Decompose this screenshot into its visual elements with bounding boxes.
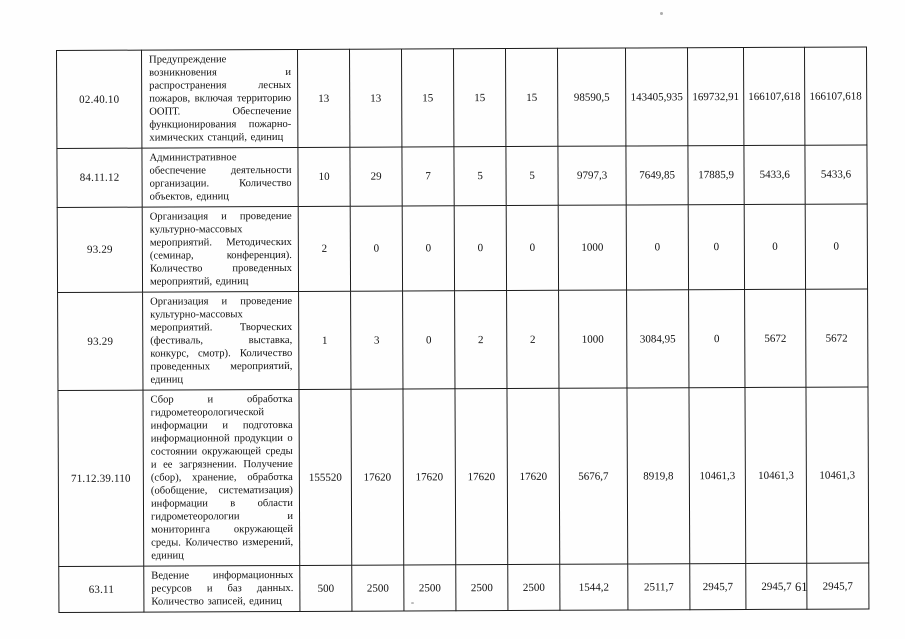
value-cell: 166107,618 <box>805 47 867 145</box>
value-cell: 2500 <box>404 565 456 611</box>
okved-code: 02.40.10 <box>57 50 142 148</box>
value-cell: 5 <box>454 147 506 206</box>
value-cell: 10461,3 <box>806 387 868 563</box>
scan-artifact <box>411 602 414 604</box>
value-cell: 2 <box>507 290 559 388</box>
value-cell: 15 <box>505 48 557 146</box>
value-cell: 13 <box>297 49 349 147</box>
value-cell: 10461,3 <box>689 387 746 563</box>
value-cell: 169732,91 <box>687 48 743 146</box>
value-cell: 29 <box>350 147 402 206</box>
service-description: Ведение информационных ресурсов и баз данных. Количество записей, единиц <box>144 565 300 612</box>
service-description: Сбор и обработка гидрометеорологической информации и подготовка информационной продукции о состоянии окружающей среды и ее загрязнении. Получение (сбор), хранение, обработка (обобщение, систематизация) информации в области гидрометеорологии и мониторинга окружающей среды. Количество измерений, единиц <box>143 389 300 566</box>
value-cell: 2511,7 <box>628 564 690 610</box>
value-cell: 0 <box>689 289 745 387</box>
value-cell: 15 <box>453 49 505 147</box>
value-cell: 7649,85 <box>626 146 688 205</box>
value-cell: 5672 <box>745 289 807 387</box>
value-cell: 166107,618 <box>743 47 805 145</box>
value-cell: 5433,6 <box>744 145 806 204</box>
okved-code: 93.29 <box>58 292 143 390</box>
value-cell: 0 <box>626 205 688 290</box>
value-cell: 3084,95 <box>627 290 689 388</box>
table-row <box>57 204 867 293</box>
value-cell: 2500 <box>456 565 508 611</box>
value-cell: 15 <box>401 49 453 147</box>
value-cell: 7 <box>402 147 454 206</box>
value-cell: 98590,5 <box>557 48 625 146</box>
value-cell: 0 <box>402 206 454 291</box>
service-description: Организация и проведение культурно-массовых мероприятий. Творческих (фестиваль, выставка, конкурс, смотр). Количество проведенных мероприятий, единиц <box>143 291 299 390</box>
value-cell: 2945,7 <box>807 563 868 609</box>
okved-code: 71.12.39.110 <box>58 390 144 566</box>
value-cell: 9797,3 <box>558 146 626 205</box>
value-cell: 2 <box>298 206 350 291</box>
services-table <box>56 46 869 613</box>
value-cell: 0 <box>403 291 455 389</box>
page-number: 61 <box>795 580 808 594</box>
value-cell: 0 <box>454 206 506 291</box>
value-cell: 500 <box>300 565 352 611</box>
value-cell: 17620 <box>351 389 404 565</box>
value-cell: 0 <box>350 206 402 291</box>
service-description: Предупреждение возникновения и распространения лесных пожаров, включая территорию ООПТ. Обеспечение функционирования пожарно-химических станций, единиц <box>142 49 298 148</box>
table-row <box>57 145 867 208</box>
value-cell: 5672 <box>806 289 868 387</box>
value-cell: 0 <box>744 204 806 289</box>
value-cell: 1000 <box>559 290 627 388</box>
table-row <box>58 289 868 391</box>
value-cell: 17885,9 <box>688 145 744 204</box>
value-cell: 5433,6 <box>805 145 867 204</box>
value-cell: 2945,7 <box>746 563 807 609</box>
value-cell: 5676,7 <box>559 388 628 564</box>
value-cell: 0 <box>506 205 558 290</box>
value-cell: 8919,8 <box>627 388 690 564</box>
value-cell: 2 <box>455 291 507 389</box>
table-row <box>59 563 869 613</box>
table-row <box>58 387 868 567</box>
value-cell: 10461,3 <box>745 387 807 563</box>
value-cell: 17620 <box>507 388 560 564</box>
value-cell: 17620 <box>403 389 456 565</box>
service-description: Административное обеспечение деятельности организации. Количество объектов, единиц <box>142 147 298 207</box>
value-cell: 3 <box>351 291 403 389</box>
value-cell: 1000 <box>558 205 626 290</box>
service-description: Организация и проведение культурно-массовых мероприятий. Методических (семинар, конференция). Количество проведенных мероприятий, единиц <box>142 206 298 292</box>
value-cell: 0 <box>688 204 744 289</box>
value-cell: 2500 <box>508 564 560 610</box>
value-cell: 1 <box>299 291 351 389</box>
okved-code: 84.11.12 <box>57 148 142 207</box>
value-cell: 2500 <box>352 565 404 611</box>
value-cell: 17620 <box>455 389 508 565</box>
value-cell: 143405,935 <box>625 48 687 146</box>
table-row <box>57 47 867 149</box>
scan-artifact <box>660 12 663 15</box>
okved-code: 93.29 <box>57 207 142 292</box>
value-cell: 1544,2 <box>560 564 628 610</box>
value-cell: 2945,7 <box>690 563 746 609</box>
value-cell: 0 <box>805 204 867 289</box>
okved-code: 63.11 <box>59 566 144 612</box>
value-cell: 10 <box>298 147 350 206</box>
value-cell: 5 <box>506 146 558 205</box>
value-cell: 13 <box>349 49 401 147</box>
value-cell: 155520 <box>299 389 352 565</box>
